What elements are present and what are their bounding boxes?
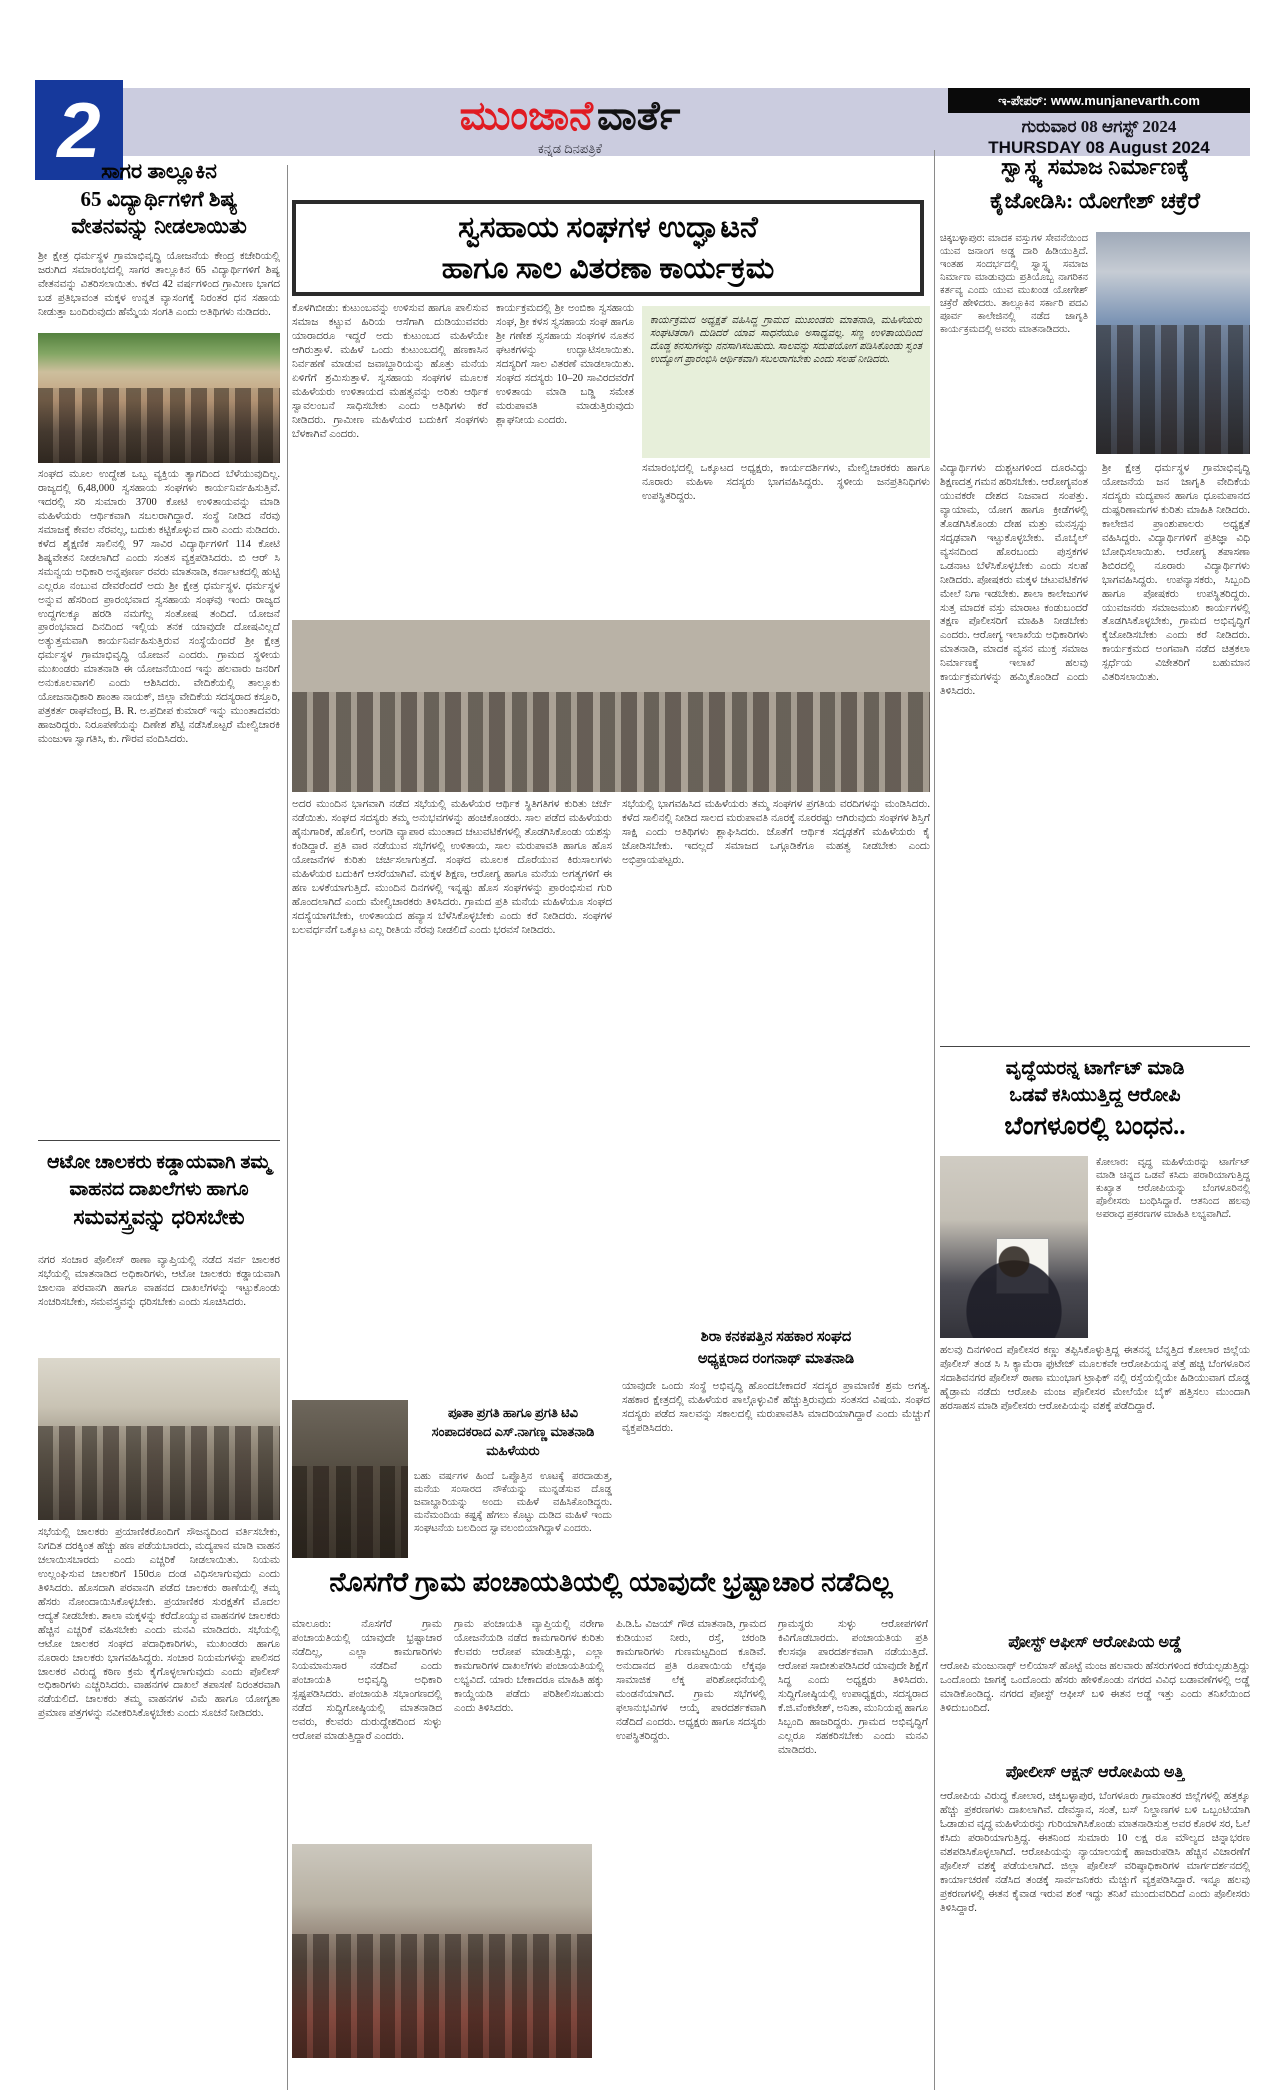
scholarship-distribution-ceremony-photo bbox=[38, 333, 280, 463]
health-headline-line2: ಕೈಜೋಡಿಸಿ: ಯೋಗೇಶ್ ಚಕ್ರೆರೆ bbox=[990, 188, 1200, 214]
shg-body-left2: ಬಹು ವರ್ಷಗಳ ಹಿಂದೆ ಒಪ್ಪೊತ್ತಿನ ಊಟಕ್ಕೆ ಪರದಾಡುತ್ತ, ಮನೆಯ ಸಂಸಾರದ ನೌಕೆಯನ್ನು ಮುನ್ನಡೆಸುವ ದೊಡ್ಡ ಜವಾಬ್ದಾರಿಯನ್ನು ಅಂದು ಮಹಿಳೆ ವಹಿಸಿಕೊಂಡಿದ್ದರು. ಮನೆಮಂದಿಯ ಕಷ್ಟಕ್ಕೆ ಹೆಗಲು ಕೊಟ್ಟು ದುಡಿದ ಮಹಿಳೆ ಇಂದು ಸಂಘಟನೆಯ ಬಲದಿಂದ ಸ್ವಾವಲಂಬಿಯಾಗಿದ್ದಾಳೆ ಎಂದರು. bbox=[414, 1471, 612, 1534]
column-divider-right bbox=[934, 150, 935, 2090]
college-students-crowd-photo bbox=[1096, 232, 1250, 454]
panchayat-col3: ಪಿ.ಡಿ.ಓ ವಿಜಯ್ ಗೌಡ ಮಾತನಾಡಿ, ಗ್ರಾಮದ ಕುಡಿಯುವ ನೀರು, ರಸ್ತೆ, ಚರಂಡಿ ಕಾಮಗಾರಿಗಳು ಗುಣಮಟ್ಟದಿಂದ ಕೂಡಿವೆ. ಅನುದಾನದ ಪ್ರತಿ ರೂಪಾಯಿಯ ಲೆಕ್ಕವೂ ಸಾಮಾಜಿಕ ಲೆಕ್ಕ ಪರಿಶೋಧನೆಯಲ್ಲಿ ಮಂಡನೆಯಾಗಿದೆ. ಗ್ರಾಮ ಸಭೆಗಳಲ್ಲಿ ಫಲಾನುಭವಿಗಳ ಆಯ್ಕೆ ಪಾರದರ್ಶಕವಾಗಿ ನಡೆದಿದೆ ಎಂದರು. ಅಧ್ಯಕ್ಷರು ಹಾಗೂ ಸದಸ್ಯರು ಉಪಸ್ಥಿತರಿದ್ದರು. bbox=[616, 1619, 766, 1742]
health-col1: ವಿದ್ಯಾರ್ಥಿಗಳು ದುಶ್ಚಟಗಳಿಂದ ದೂರವಿದ್ದು ಶಿಕ್ಷಣದತ್ತ ಗಮನ ಹರಿಸಬೇಕು. ಆರೋಗ್ಯವಂತ ಯುವಕರೇ ದೇಶದ ನಿಜವಾದ ಸಂಪತ್ತು. ವ್ಯಾಯಾಮ, ಯೋಗ ಹಾಗೂ ಕ್ರೀಡೆಗಳಲ್ಲಿ ತೊಡಗಿಸಿಕೊಂಡು ದೇಹ ಮತ್ತು ಮನಸ್ಸನ್ನು ಸದೃಢವಾಗಿ ಇಟ್ಟುಕೊಳ್ಳಬೇಕು. ಮೊಬೈಲ್ ವ್ಯಸನದಿಂದ ಹೊರಬಂದು ಪುಸ್ತಕಗಳ ಒಡನಾಟ ಬೆಳೆಸಿಕೊಳ್ಳಬೇಕು ಎಂದು ಸಲಹೆ ನೀಡಿದರು. ಪೋಷಕರು ಮಕ್ಕಳ ಚಟುವಟಿಕೆಗಳ ಮೇಲೆ ನಿಗಾ ಇಡಬೇಕು. ಶಾಲಾ ಕಾಲೇಜುಗಳ ಸುತ್ತ ಮಾದಕ ವಸ್ತು ಮಾರಾಟ ಕಂಡುಬಂದರೆ ತಕ್ಷಣ ಪೊಲೀಸರಿಗೆ ಮಾಹಿತಿ ನೀಡಬೇಕು ಎಂದರು. ಆರೋಗ್ಯ ಇಲಾಖೆಯ ಅಧಿಕಾರಿಗಳು ಮಾತನಾಡಿ, ಮಾದಕ ವ್ಯಸನ ಮುಕ್ತ ಸಮಾಜ ನಿರ್ಮಾಣಕ್ಕೆ ಇಲಾಖೆ ಹಲವು ಕಾರ್ಯಕ್ರಮಗಳನ್ನು ಹಮ್ಮಿಕೊಂಡಿದೆ ಎಂದು ತಿಳಿಸಿದರು. bbox=[940, 463, 1088, 698]
editor-speech-photo bbox=[292, 1400, 408, 1558]
arrest-body1: ಹಲವು ದಿನಗಳಿಂದ ಪೊಲೀಸರ ಕಣ್ಣು ತಪ್ಪಿಸಿಕೊಳ್ಳುತ್ತಿದ್ದ ಈತನನ್ನ ಬೆನ್ನತ್ತಿದ ಕೋಲಾರ ಜಿಲ್ಲೆಯ ಪೊಲೀಸ್ ತಂಡ ಸಿ ಸಿ ಕ್ಯಾಮೆರಾ ಫುಟೇಜ್ ಮೂಲಕವೇ ಆರೋಪಿಯನ್ನ ಪತ್ತೆ ಹಚ್ಚಿ ಬೆಂಗಳೂರಿನ ಸದಾಶಿವನಗರ ಪೊಲೀಸ್ ಠಾಣಾ ಮುಂಭಾಗ ಟ್ರಾಫಿಕ್ ನಲ್ಲಿ ರಸ್ತೆಯಲ್ಲಿಯೇ ಹಿಡಿಯುವಾಗ ದೊಡ್ಡ ಹೈಡ್ರಾಮ ನಡೆದು ಆರೋಪಿ ಮಂಜ ಪೊಲೀಸರ ಮೇಲೆಯೇ ಬೈಕ್ ಹತ್ತಿಸಲು ಮುಂದಾಗಿ ಹರಸಾಹಸ ಮಾಡಿ ಪೊಲೀಸರು ಆರೋಪಿಯನ್ನು ವಶಕ್ಕೆ ಪಡೆದಿದ್ದಾರೆ. bbox=[940, 1345, 1250, 1412]
scholarship-headline bbox=[38, 158, 280, 246]
auto-drivers-headline-line2: ವಾಹನದ ದಾಖಲೆಗಳು ಹಾಗೂ bbox=[69, 1178, 249, 1200]
arrest-headline-line3: ಬೆಂಗಳೂರಲ್ಲಿ ಬಂಧನ.. bbox=[1004, 1113, 1186, 1141]
auto-drivers-headline-line1: ಆಟೋ ಚಾಲಕರು ಕಡ್ಡಾಯವಾಗಿ ತಮ್ಮ bbox=[46, 1152, 272, 1173]
shg-subhead-right-line2: ಅಧ್ಯಕ್ಷರಾದ ರಂಗನಾಥ್ ಮಾತನಾಡಿ bbox=[697, 1351, 855, 1368]
health-lead: ಚಿಕ್ಕಬಳ್ಳಾಪುರ: ಮಾದಕ ವಸ್ತುಗಳ ಸೇವನೆಯಿಂದ ಯುವ ಜನಾಂಗ ಅಡ್ಡ ದಾರಿ ಹಿಡಿಯುತ್ತಿದೆ. ಇಂತಹ ಸಂದರ್ಭದಲ್ಲಿ ಸ್ವಾಸ್ಥ್ಯ ಸಮಾಜ ನಿರ್ಮಾಣ ಮಾಡುವುದು ಪ್ರತಿಯೊಬ್ಬ ನಾಗರಿಕನ ಕರ್ತವ್ಯ ಎಂದು ಯುವ ಮುಖಂಡ ಯೋಗೇಶ್ ಚಕ್ರೆರೆ ಹೇಳಿದರು. ತಾಲ್ಲೂಕಿನ ಸರ್ಕಾರಿ ಪದವಿ ಪೂರ್ವ ಕಾಲೇಜಿನಲ್ಲಿ ನಡೆದ ಜಾಗೃತಿ ಕಾರ್ಯಕ್ರಮದಲ್ಲಿ ಅವರು ಮಾತನಾಡಿದರು. bbox=[940, 233, 1088, 335]
masthead bbox=[360, 92, 780, 162]
masthead-tagline: ಕನ್ನಡ ದಿನಪತ್ರಿಕೆ bbox=[537, 141, 603, 156]
arrest-body3: ಆರೋಪಿಯ ವಿರುದ್ಧ ಕೋಲಾರ, ಚಿಕ್ಕಬಳ್ಳಾಪುರ, ಬೆಂಗಳೂರು ಗ್ರಾಮಾಂತರ ಜಿಲ್ಲೆಗಳಲ್ಲಿ ಹತ್ತಕ್ಕೂ ಹೆಚ್ಚು ಪ್ರಕರಣಗಳು ದಾಖಲಾಗಿವೆ. ದೇವಸ್ಥಾನ, ಸಂತೆ, ಬಸ್ ನಿಲ್ದಾಣಗಳ ಬಳಿ ಒಬ್ಬಂಟಿಯಾಗಿ ಓಡಾಡುವ ವೃದ್ಧ ಮಹಿಳೆಯರನ್ನು ಗುರಿಯಾಗಿಸಿಕೊಂಡು ಮಾತನಾಡಿಸುತ್ತ ಅವರ ಕೊರಳ ಸರ, ಓಲೆ ಕಸಿದು ಪರಾರಿಯಾಗುತ್ತಿದ್ದ. ಈತನಿಂದ ಸುಮಾರು 10 ಲಕ್ಷ ರೂ ಮೌಲ್ಯದ ಚಿನ್ನಾಭರಣ ವಶಪಡಿಸಿಕೊಳ್ಳಲಾಗಿದೆ. ಆರೋಪಿಯನ್ನು ನ್ಯಾಯಾಲಯಕ್ಕೆ ಹಾಜರುಪಡಿಸಿ ಹೆಚ್ಚಿನ ವಿಚಾರಣೆಗೆ ಪೊಲೀಸ್ ವಶಕ್ಕೆ ಪಡೆಯಲಾಗಿದೆ. ಜಿಲ್ಲಾ ಪೊಲೀಸ್ ವರಿಷ್ಠಾಧಿಕಾರಿಗಳ ಮಾರ್ಗದರ್ಶನದಲ್ಲಿ ಕಾರ್ಯಾಚರಣೆ ನಡೆಸಿದ ತಂಡಕ್ಕೆ ಸಾರ್ವಜನಿಕರು ಮೆಚ್ಚುಗೆ ವ್ಯಕ್ತಪಡಿಸಿದ್ದಾರೆ. ಇನ್ನೂ ಹಲವು ಪ್ರಕರಣಗಳಲ್ಲಿ ಈತನ ಕೈವಾಡ ಇರುವ ಶಂಕೆ ಇದ್ದು ತನಿಖೆ ಮುಂದುವರಿದಿದೆ ಎಂದು ಪೊಲೀಸರು ತಿಳಿಸಿದ್ದಾರೆ. bbox=[940, 1791, 1250, 1914]
masthead-word-1: ಮುಂಜಾನೆ bbox=[459, 93, 593, 138]
shg-body-right2: ಯಾವುದೇ ಒಂದು ಸಂಸ್ಥೆ ಅಭಿವೃದ್ಧಿ ಹೊಂದಬೇಕಾದರೆ ಸದಸ್ಯರ ಪ್ರಾಮಾಣಿಕ ಶ್ರಮ ಅಗತ್ಯ. ಸಹಕಾರ ಕ್ಷೇತ್ರದಲ್ಲಿ ಮಹಿಳೆಯರ ಪಾಲ್ಗೊಳ್ಳುವಿಕೆ ಹೆಚ್ಚುತ್ತಿರುವುದು ಸಂತಸದ ವಿಷಯ. ಸಂಘದ ಸದಸ್ಯರು ಪಡೆದ ಸಾಲವನ್ನು ಸಕಾಲದಲ್ಲಿ ಮರುಪಾವತಿಸಿ ಮಾದರಿಯಾಗಿದ್ದಾರೆ ಎಂದು ಮೆಚ್ಚುಗೆ ವ್ಯಕ್ತಪಡಿಸಿದರು. bbox=[622, 1381, 930, 1434]
arrest-subhead1: ಪೋಸ್ಟ್ ಆಫೀಸ್ ಆರೋಪಿಯ ಅಡ್ಡೆ bbox=[1008, 1634, 1182, 1651]
shg-subhead-left-line3: ಮಹಿಳೆಯರು bbox=[486, 1442, 540, 1458]
panchayat-col4: ಗ್ರಾಮಸ್ಥರು ಸುಳ್ಳು ಆರೋಪಗಳಿಗೆ ಕಿವಿಗೊಡಬಾರದು. ಪಂಚಾಯತಿಯ ಪ್ರತಿ ಕೆಲಸವೂ ಪಾರದರ್ಶಕವಾಗಿ ನಡೆಯುತ್ತಿದೆ. ಆರೋಪ ಸಾಬೀತುಪಡಿಸಿದರೆ ಯಾವುದೇ ಶಿಕ್ಷೆಗೆ ಸಿದ್ಧ ಎಂದು ಅಧ್ಯಕ್ಷರು ತಿಳಿಸಿದರು. ಸುದ್ದಿಗೋಷ್ಠಿಯಲ್ಲಿ ಉಪಾಧ್ಯಕ್ಷರು, ಸದಸ್ಯರಾದ ಕೆ.ಜಿ.ವೆಂಕಟೇಶ್, ಅನಿತಾ, ಮುನಿಯಪ್ಪ ಹಾಗೂ ಸಿಬ್ಬಂದಿ ಹಾಜರಿದ್ದರು. ಗ್ರಾಮದ ಅಭಿವೃದ್ಧಿಗೆ ಎಲ್ಲರೂ ಸಹಕರಿಸಬೇಕು ಎಂದು ಮನವಿ ಮಾಡಿದರು. bbox=[778, 1619, 928, 1756]
panchayat-article bbox=[292, 1566, 930, 2090]
left-article-divider bbox=[38, 1140, 280, 1141]
arrest-subhead2: ಪೋಲೀಸ್ ಆಕ್ಷನ್ ಆರೋಪಿಯ ಅತ್ತಿ bbox=[1005, 1764, 1185, 1781]
column-divider-left bbox=[287, 165, 288, 2090]
panchayat-col1: ಮಾಲೂರು: ನೊಸಗೆರೆ ಗ್ರಾಮ ಪಂಚಾಯತಿಯಲ್ಲಿ ಯಾವುದೇ ಭ್ರಷ್ಟಾಚಾರ ನಡೆದಿಲ್ಲ, ಎಲ್ಲಾ ಕಾಮಗಾರಿಗಳು ನಿಯಮಾನುಸಾರ ನಡೆದಿವೆ ಎಂದು ಪಂಚಾಯತಿ ಅಭಿವೃದ್ಧಿ ಅಧಿಕಾರಿ ಸ್ಪಷ್ಟಪಡಿಸಿದರು. ಪಂಚಾಯತಿ ಸಭಾಂಗಣದಲ್ಲಿ ನಡೆದ ಸುದ್ದಿಗೋಷ್ಠಿಯಲ್ಲಿ ಮಾತನಾಡಿದ ಅವರು, ಕೆಲವರು ದುರುದ್ದೇಶದಿಂದ ಸುಳ್ಳು ಆರೋಪ ಮಾಡುತ್ತಿದ್ದಾರೆ ಎಂದರು. bbox=[292, 1619, 442, 1742]
arrest-body2: ಆರೋಪಿ ಮಂಜುನಾಥ್ ಅಲಿಯಾಸ್ ಹೊಟ್ಟೆ ಮಂಜ ಹಲವಾರು ಹೆಸರುಗಳಿಂದ ಕರೆಯಲ್ಪಡುತ್ತಿದ್ದು ಒಂದೊಂದು ಜಾಗಕ್ಕೆ ಒಂದೊಂದು ಹೆಸರು ಹೇಳಿಕೊಂಡು ನಗರದ ವಿವಿಧ ಬಡಾವಣೆಗಳಲ್ಲಿ ಅಡ್ಡೆ ಮಾಡಿಕೊಂಡಿದ್ದ. ನಗರದ ಪೋಸ್ಟ್ ಆಫೀಸ್ ಬಳಿ ಈತನ ಅಡ್ಡೆ ಇತ್ತು ಎಂದು ತನಿಖೆಯಿಂದ ತಿಳಿದುಬಂದಿದೆ. bbox=[940, 1661, 1250, 1714]
auto-drivers-headline-line3: ಸಮವಸ್ತ್ರವನ್ನು ಧರಿಸಬೇಕು bbox=[73, 1205, 245, 1230]
arrest-headline bbox=[940, 1056, 1250, 1150]
shg-headline-box bbox=[292, 200, 924, 296]
shg-highlight-box: ಕಾರ್ಯಕ್ರಮದ ಅಧ್ಯಕ್ಷತೆ ವಹಿಸಿದ್ದ ಗ್ರಾಮದ ಮುಖಂಡರು ಮಾತನಾಡಿ, ಮಹಿಳೆಯರು ಸಂಘಟಿತರಾಗಿ ದುಡಿದರೆ ಯಾವ ಸಾಧನೆಯೂ ಅಸಾಧ್ಯವಲ್ಲ. ಸಣ್ಣ ಉಳಿತಾಯದಿಂದ ದೊಡ್ಡ ಕನಸುಗಳನ್ನು ನನಸಾಗಿಸಬಹುದು. ಸಾಲವನ್ನು ಸದುಪಯೋಗ ಪಡಿಸಿಕೊಂಡು ಸ್ವಂತ ಉದ್ಯೋಗ ಪ್ರಾರಂಭಿಸಿ ಆರ್ಥಿಕವಾಗಿ ಸಬಲರಾಗಬೇಕು ಎಂದು ಸಲಹೆ ನೀಡಿದರು. bbox=[642, 306, 930, 458]
arrested-accused-portrait-photo bbox=[940, 1156, 1088, 1338]
auto-drivers-meeting-photo bbox=[38, 1358, 280, 1520]
arrest-headline-line1: ವೃದ್ಧೆಯರನ್ನ ಟಾರ್ಗೆಟ್ ಮಾಡಿ bbox=[1005, 1058, 1185, 1079]
held-paper bbox=[996, 1238, 1048, 1295]
shg-inauguration-group-photo bbox=[292, 620, 930, 792]
panchayat-headline: ನೊಸಗೆರೆ ಗ್ರಾಮ ಪಂಚಾಯತಿಯಲ್ಲಿ ಯಾವುದೇ ಭ್ರಷ್ಟಾಚಾರ ನಡೆದಿಲ್ಲ bbox=[329, 1567, 893, 1597]
shg-subhead-right bbox=[622, 1326, 930, 1374]
shg-headline-line1: ಸ್ವಸಹಾಯ ಸಂಘಗಳ ಉದ್ಘಾಟನೆ bbox=[458, 211, 758, 244]
arrest-headline-line2: ಒಡವೆ ಕಸಿಯುತ್ತಿದ್ದ ಆರೋಪಿ bbox=[1009, 1084, 1181, 1106]
date-kannada: ಗುರುವಾರ 08 ಆಗಸ್ಟ್ 2024 bbox=[1021, 117, 1177, 136]
right-article-divider bbox=[940, 1046, 1250, 1047]
masthead-word-2: ವಾರ್ತೆ bbox=[597, 93, 681, 138]
shg-body-left: ಅದರ ಮುಂದಿನ ಭಾಗವಾಗಿ ನಡೆದ ಸಭೆಯಲ್ಲಿ ಮಹಿಳೆಯರ ಆರ್ಥಿಕ ಸ್ಥಿತಿಗತಿಗಳ ಕುರಿತು ಚರ್ಚೆ ನಡೆಯಿತು. ಸಂಘದ ಸದಸ್ಯರು ತಮ್ಮ ಅನುಭವಗಳನ್ನು ಹಂಚಿಕೊಂಡರು. ಸಾಲ ಪಡೆದ ಮಹಿಳೆಯರು ಹೈನುಗಾರಿಕೆ, ಹೊಲಿಗೆ, ಅಂಗಡಿ ವ್ಯಾಪಾರ ಮುಂತಾದ ಚಟುವಟಿಕೆಗಳಲ್ಲಿ ತೊಡಗಿಸಿಕೊಂಡು ಯಶಸ್ಸು ಕಂಡಿದ್ದಾರೆ. ಪ್ರತಿ ವಾರ ನಡೆಯುವ ಸಭೆಗಳಲ್ಲಿ ಉಳಿತಾಯ, ಸಾಲ ಮರುಪಾವತಿ ಹಾಗೂ ಹೊಸ ಯೋಜನೆಗಳ ಕುರಿತು ಚರ್ಚಿಸಲಾಗುತ್ತದೆ. ಸಂಘದ ಮೂಲಕ ದೊರೆಯುವ ಕಿರುಸಾಲಗಳು ಮಹಿಳೆಯರ ಬದುಕಿಗೆ ಆಸರೆಯಾಗಿವೆ. ಮಕ್ಕಳ ಶಿಕ್ಷಣ, ಆರೋಗ್ಯ ಹಾಗೂ ಮನೆಯ ಅಗತ್ಯಗಳಿಗೆ ಈ ಹಣ ಬಳಕೆಯಾಗುತ್ತಿದೆ. ಮುಂದಿನ ದಿನಗಳಲ್ಲಿ ಇನ್ನಷ್ಟು ಹೊಸ ಸಂಘಗಳನ್ನು ಪ್ರಾರಂಭಿಸುವ ಗುರಿ ಹೊಂದಲಾಗಿದೆ ಎಂದು ಮೇಲ್ವಿಚಾರಕರು ತಿಳಿಸಿದರು. ಗ್ರಾಮದ ಪ್ರತಿ ಮನೆಯ ಮಹಿಳೆಯೂ ಸಂಘದ ಸದಸ್ಯೆಯಾಗಬೇಕು, ಉಳಿತಾಯದ ಹವ್ಯಾಸ ಬೆಳೆಸಿಕೊಳ್ಳಬೇಕು ಎಂದು ಕರೆ ನೀಡಿದರು. ಸಂಘಗಳ ಬಲವರ್ಧನೆಗೆ ಒಕ್ಕೂಟ ಎಲ್ಲ ರೀತಿಯ ನೆರವು ನೀಡಲಿದೆ ಎಂದು ಭರವಸೆ ನೀಡಿದರು. bbox=[292, 799, 612, 936]
shg-subhead-right-line1: ಶಿರಾ ಕನಕಪತ್ತಿನ ಸಹಕಾರ ಸಂಘದ bbox=[700, 1329, 852, 1345]
auto-drivers-body: ಸಭೆಯಲ್ಲಿ ಚಾಲಕರು ಪ್ರಯಾಣಿಕರೊಂದಿಗೆ ಸೌಜನ್ಯದಿಂದ ವರ್ತಿಸಬೇಕು, ನಿಗದಿತ ದರಕ್ಕಿಂತ ಹೆಚ್ಚು ಹಣ ಪಡೆಯಬಾರದು, ಮದ್ಯಪಾನ ಮಾಡಿ ವಾಹನ ಚಲಾಯಿಸಬಾರದು ಎಂದು ಎಚ್ಚರಿಕೆ ನೀಡಲಾಯಿತು. ನಿಯಮ ಉಲ್ಲಂಘಿಸುವ ಚಾಲಕರಿಗೆ 150ರೂ ದಂಡ ವಿಧಿಸಲಾಗುವುದು ಎಂದು ತಿಳಿಸಿದರು. ಹೊಸದಾಗಿ ಪರವಾನಗಿ ಪಡೆದ ಚಾಲಕರು ಠಾಣೆಯಲ್ಲಿ ತಮ್ಮ ಹೆಸರು ನೋಂದಾಯಿಸಿಕೊಳ್ಳಬೇಕು. ಪ್ರಯಾಣಿಕರ ಸುರಕ್ಷತೆಗೆ ಮೊದಲ ಆದ್ಯತೆ ನೀಡಬೇಕು. ಶಾಲಾ ಮಕ್ಕಳನ್ನು ಕರೆದೊಯ್ಯುವ ವಾಹನಗಳ ಚಾಲಕರು ಹೆಚ್ಚಿನ ಎಚ್ಚರಿಕೆ ವಹಿಸಬೇಕು ಎಂದು ಮನವಿ ಮಾಡಿದರು. ಸಭೆಯಲ್ಲಿ ಆಟೋ ಚಾಲಕರ ಸಂಘದ ಪದಾಧಿಕಾರಿಗಳು, ಮುಖಂಡರು ಹಾಗೂ ನೂರಾರು ಚಾಲಕರು ಭಾಗವಹಿಸಿದ್ದರು. ಸಂಚಾರ ನಿಯಮಗಳನ್ನು ಪಾಲಿಸದ ಚಾಲಕರ ವಿರುದ್ಧ ಕಠಿಣ ಕ್ರಮ ಕೈಗೊಳ್ಳಲಾಗುವುದು ಎಂದು ಪೊಲೀಸ್ ಅಧಿಕಾರಿಗಳು ಎಚ್ಚರಿಸಿದರು. ವಾಹನಗಳ ದಾಖಲೆ ತಪಾಸಣೆ ನಿರಂತರವಾಗಿ ನಡೆಯಲಿದೆ. ಚಾಲಕರು ತಮ್ಮ ವಾಹನಗಳ ವಿಮೆ ಹಾಗೂ ಯೋಗ್ಯತಾ ಪ್ರಮಾಣ ಪತ್ರಗಳನ್ನು ನವೀಕರಿಸಿಕೊಳ್ಳಬೇಕು ಎಂದು ಸೂಚನೆ ನೀಡಿದರು. bbox=[38, 1527, 280, 1720]
shg-col3: ಸಮಾರಂಭದಲ್ಲಿ ಒಕ್ಕೂಟದ ಅಧ್ಯಕ್ಷರು, ಕಾರ್ಯದರ್ಶಿಗಳು, ಮೇಲ್ವಿಚಾರಕರು ಹಾಗೂ ನೂರಾರು ಮಹಿಳಾ ಸದಸ್ಯರು ಭಾಗವಹಿಸಿದ್ದರು. ಸ್ಥಳೀಯ ಜನಪ್ರತಿನಿಧಿಗಳು ಉಪಸ್ಥಿತರಿದ್ದರು. bbox=[642, 463, 930, 502]
scholarship-body: ಸಂಘದ ಮೂಲ ಉದ್ದೇಶ ಒಬ್ಬ ವ್ಯಕ್ತಿಯ ತ್ಯಾಗದಿಂದ ಬೆಳೆಯುವುದಿಲ್ಲ. ರಾಜ್ಯದಲ್ಲಿ 6,48,000 ಸ್ವಸಹಾಯ ಸಂಘಗಳು ಕಾರ್ಯನಿರ್ವಹಿಸುತ್ತಿವೆ. ಇದರಲ್ಲಿ ಸರಿ ಸುಮಾರು 3700 ಕೋಟಿ ಉಳಿತಾಯವನ್ನು ಮಾಡಿ ಮಹಿಳೆಯರು ಆರ್ಥಿಕವಾಗಿ ಸಬಲರಾಗಿದ್ದಾರೆ. ಸಂಸ್ಥೆ ನೀಡಿದ ನೆರವು ಸಮಾಜಕ್ಕೆ ಕೇವಲ ನೆರವಲ್ಲ, ಬದುಕು ಕಟ್ಟಿಕೊಳ್ಳುವ ದಾರಿ ಎಂದು ನುಡಿದರು. ಕಳೆದ ಶೈಕ್ಷಣಿಕ ಸಾಲಿನಲ್ಲಿ 97 ಸಾವಿರ ವಿದ್ಯಾರ್ಥಿಗಳಿಗೆ 114 ಕೋಟಿ ಶಿಷ್ಯವೇತನ ನೀಡಲಾಗಿದೆ ಎಂದು ಸಂತಸ ವ್ಯಕ್ತಪಡಿಸಿದರು. ಬಿ ಆರ್ ಸಿ ಸಮನ್ವಯ ಅಧಿಕಾರಿ ಅನ್ನಪೂರ್ಣ ರವರು ಮಾತನಾಡಿ, ಕರ್ನಾಟಕದಲ್ಲಿ ಹುಟ್ಟಿ ಎಲ್ಲರೂ ನಂಬುವ ದೇವರೆಂದರೆ ಅದು ಶ್ರೀ ಕ್ಷೇತ್ರ ಧರ್ಮಸ್ಥಳ. ಧರ್ಮಸ್ಥಳ ಅನ್ನುವ ಹೆಸರಿಂದ ಪ್ರಾರಂಭವಾದ ಸ್ವಸಹಾಯ ಸಂಘವು ಇಂದು ರಾಜ್ಯದ ಉದ್ದಗಲಕ್ಕೂ ಹರಡಿ ನಮಗೆಲ್ಲ ಸಂತೋಷ ತಂದಿದೆ. ಯೋಜನೆ ಪ್ರಾರಂಭವಾದ ದಿನದಿಂದ ಇಲ್ಲಿಯ ತನಕ ಯಾವುದೇ ದೋಷವಿಲ್ಲದೆ ಅತ್ಯುತ್ತಮವಾಗಿ ಕಾರ್ಯನಿರ್ವಹಿಸುತ್ತಿರುವ ಸಂಸ್ಥೆಯೆಂದರೆ ಶ್ರೀ ಕ್ಷೇತ್ರ ಧರ್ಮಸ್ಥಳ ಗ್ರಾಮಾಭಿವೃದ್ಧಿ ಯೋಜನೆ ಎಂದರು. ಗ್ರಾಮದ ಸ್ಥಳೀಯ ಮುಖಂಡರು ಮಾತನಾಡಿ ಈ ಯೋಜನೆಯಿಂದ ಇನ್ನು ಹಲವಾರು ಜನರಿಗೆ ಅನುಕೂಲವಾಗಲಿ ಎಂದು ಆಶಿಸಿದರು. ವೇದಿಕೆಯಲ್ಲಿ ತಾಲ್ಲೂಕು ಯೋಜನಾಧಿಕಾರಿ ಶಾಂತಾ ನಾಯಕ್, ಜಿಲ್ಲಾ ವೇದಿಕೆಯ ಸದಸ್ಯರಾದ ಕಸ್ತೂರಿ, ಪತ್ರಕರ್ತ ರಾಘವೇಂದ್ರ, B. R. ಅ.ಪ್ರದೀಪ ಕುಮಾರ್ ಇನ್ನು ಮುಂತಾದವರು ಹಾಜರಿದ್ದರು. ನಿರೂಪಣೆಯನ್ನು ದಿಣೇಶ ಶೆಟ್ಟಿ ನಡೆಸಿಕೊಟ್ಟರೆ ಮೇಲ್ವಿಚಾರಕಿ ಮಂಜುಳಾ ಸ್ವಾಗತಿಸಿ, ಕು. ಗೌರವ ವಂದಿಸಿದರು. bbox=[38, 469, 280, 746]
arrest-side-text: ಕೋಲಾರ: ವೃದ್ಧ ಮಹಿಳೆಯರನ್ನು ಟಾರ್ಗೆಟ್ ಮಾಡಿ ಚಿನ್ನದ ಒಡವೆ ಕಸಿದು ಪರಾರಿಯಾಗುತ್ತಿದ್ದ ಕುಖ್ಯಾತ ಆರೋಪಿಯನ್ನು ಬೆಂಗಳೂರಿನಲ್ಲಿ ಪೊಲೀಸರು ಬಂಧಿಸಿದ್ದಾರೆ. ಆತನಿಂದ ಹಲವು ಅಪರಾಧ ಪ್ರಕರಣಗಳ ಮಾಹಿತಿ ಲಭ್ಯವಾಗಿದೆ. bbox=[1096, 1157, 1250, 1220]
shg-col2: ಕಾರ್ಯಕ್ರಮದಲ್ಲಿ ಶ್ರೀ ಅಂಬಿಕಾ ಸ್ವಸಹಾಯ ಸಂಘ, ಶ್ರೀ ಕಳಸ ಸ್ವಸಹಾಯ ಸಂಘ ಹಾಗೂ ಶ್ರೀ ಗಣೇಶ ಸ್ವಸಹಾಯ ಸಂಘಗಳ ನೂತನ ಘಟಕಗಳನ್ನು ಉದ್ಘಾಟಿಸಲಾಯಿತು. ಸದಸ್ಯರಿಗೆ ಸಾಲ ವಿತರಣೆ ಮಾಡಲಾಯಿತು. ಸಂಘದ ಸದಸ್ಯರು 10–20 ಸಾವಿರದವರೆಗೆ ಉಳಿತಾಯ ಮಾಡಿ ಬಡ್ಡಿ ಸಮೇತ ಮರುಪಾವತಿ ಮಾಡುತ್ತಿರುವುದು ಶ್ಲಾಘನೀಯ ಎಂದರು. bbox=[496, 303, 634, 426]
epaper-url: ಇ-ಪೇಪರ್: www.munjanevarth.com bbox=[998, 92, 1200, 108]
page-number: 2 bbox=[57, 86, 101, 174]
shg-body-right: ಸಭೆಯಲ್ಲಿ ಭಾಗವಹಿಸಿದ ಮಹಿಳೆಯರು ತಮ್ಮ ಸಂಘಗಳ ಪ್ರಗತಿಯ ವರದಿಗಳನ್ನು ಮಂಡಿಸಿದರು. ಕಳೆದ ಸಾಲಿನಲ್ಲಿ ನೀಡಿದ ಸಾಲದ ಮರುಪಾವತಿ ನೂರಕ್ಕೆ ನೂರರಷ್ಟು ಆಗಿರುವುದು ಸಂಘಗಳ ಶಿಸ್ತಿಗೆ ಸಾಕ್ಷಿ ಎಂದು ಅತಿಥಿಗಳು ಶ್ಲಾಘಿಸಿದರು. ಜೊತೆಗೆ ಆರ್ಥಿಕ ಸದೃಢತೆಗೆ ಮಹಿಳೆಯರು ಕೈ ಜೋಡಿಸಬೇಕು. ಇದಲ್ಲದೆ ಸಮಾಜದ ಒಗ್ಗೂಡಿಕೆಗೂ ಮಹತ್ವ ನೀಡಬೇಕು ಎಂದು ಅಭಿಪ್ರಾಯಪಟ್ಟರು. bbox=[622, 799, 930, 866]
shg-col1: ಕೊಳಗಿಬೀಡು: ಕುಟುಂಬವನ್ನು ಉಳಿಸುವ ಹಾಗೂ ಪಾಲಿಸುವ ಸಮಾಜ ಕಟ್ಟುವ ಹಿರಿಯ ಆಸೆಗಾಗಿ ದುಡಿಯುವವರು ಯಾರಾದರೂ ಇದ್ದರೆ ಅದು ಕುಟುಂಬದ ಮಹಿಳೆಯೇ ಆಗಿರುತ್ತಾಳೆ. ಮಹಿಳೆ ಒಂದು ಕುಟುಂಬದಲ್ಲಿ ಹಣಕಾಸಿನ ನಿರ್ವಹಣೆ ಮಾಡುವ ಜವಾಬ್ದಾರಿಯನ್ನು ಹೊತ್ತು ಮನೆಯ ಏಳಿಗೆಗೆ ಶ್ರಮಿಸುತ್ತಾಳೆ. ಸ್ವಸಹಾಯ ಸಂಘಗಳ ಮೂಲಕ ಮಹಿಳೆಯರು ಉಳಿತಾಯದ ಮಹತ್ವವನ್ನು ಅರಿತು ಆರ್ಥಿಕ ಸ್ವಾವಲಂಬನೆ ಸಾಧಿಸಬೇಕು ಎಂದು ಅತಿಥಿಗಳು ಕರೆ ನೀಡಿದರು. ಗ್ರಾಮೀಣ ಮಹಿಳೆಯರ ಬದುಕಿಗೆ ಸಂಘಗಳು ಬೆಳಕಾಗಿವೆ ಎಂದರು. bbox=[292, 303, 488, 440]
shg-subhead-left-line2: ಸಂಪಾದಕರಾದ ಎಸ್.ನಾಗಣ್ಣ ಮಾತನಾಡಿ bbox=[431, 1423, 595, 1439]
panchayat-press-meet-photo bbox=[292, 1844, 592, 2058]
health-headline-line1: ಸ್ವಾಸ್ಥ್ಯ ಸಮಾಜ ನಿರ್ಮಾಣಕ್ಕೆ bbox=[1000, 154, 1190, 179]
shg-headline-line2: ಹಾಗೂ ಸಾಲ ವಿತರಣಾ ಕಾರ್ಯಕ್ರಮ bbox=[441, 251, 775, 285]
shg-subhead-left bbox=[414, 1404, 612, 1466]
health-col2: ಶ್ರೀ ಕ್ಷೇತ್ರ ಧರ್ಮಸ್ಥಳ ಗ್ರಾಮಾಭಿವೃದ್ಧಿ ಯೋಜನೆಯ ಜನ ಜಾಗೃತಿ ವೇದಿಕೆಯ ಸದಸ್ಯರು ಮದ್ಯಪಾನ ಹಾಗೂ ಧೂಮಪಾನದ ದುಷ್ಪರಿಣಾಮಗಳ ಕುರಿತು ಮಾಹಿತಿ ನೀಡಿದರು. ಕಾಲೇಜಿನ ಪ್ರಾಂಶುಪಾಲರು ಅಧ್ಯಕ್ಷತೆ ವಹಿಸಿದ್ದರು. ವಿದ್ಯಾರ್ಥಿಗಳಿಗೆ ಪ್ರತಿಜ್ಞಾ ವಿಧಿ ಬೋಧಿಸಲಾಯಿತು. ಆರೋಗ್ಯ ತಪಾಸಣಾ ಶಿಬಿರದಲ್ಲಿ ನೂರಾರು ವಿದ್ಯಾರ್ಥಿಗಳು ಭಾಗವಹಿಸಿದ್ದರು. ಉಪನ್ಯಾಸಕರು, ಸಿಬ್ಬಂದಿ ಹಾಗೂ ಪೋಷಕರು ಉಪಸ್ಥಿತರಿದ್ದರು. ಯುವಜನರು ಸಮಾಜಮುಖಿ ಕಾರ್ಯಗಳಲ್ಲಿ ತೊಡಗಿಸಿಕೊಳ್ಳಬೇಕು, ಗ್ರಾಮದ ಅಭಿವೃದ್ಧಿಗೆ ಕೈಜೋಡಿಸಬೇಕು ಎಂದು ಕರೆ ನೀಡಿದರು. ಕಾರ್ಯಕ್ರಮದ ಅಂಗವಾಗಿ ನಡೆದ ಚಿತ್ರಕಲಾ ಸ್ಪರ್ಧೆಯ ವಿಜೇತರಿಗೆ ಬಹುಮಾನ ವಿತರಿಸಲಾಯಿತು. bbox=[1102, 463, 1250, 684]
shg-subhead-left-line1: ಪೂತಾ ಪ್ರಗತಿ ಹಾಗೂ ಪ್ರಗತಿ ಟಿವಿ bbox=[448, 1405, 578, 1420]
scholarship-headline-line1: ಸಾಗರ ತಾಲ್ಲೂಕಿನ bbox=[101, 159, 217, 183]
panchayat-col2: ಗ್ರಾಮ ಪಂಚಾಯತಿ ವ್ಯಾಪ್ತಿಯಲ್ಲಿ ನರೇಗಾ ಯೋಜನೆಯಡಿ ನಡೆದ ಕಾಮಗಾರಿಗಳ ಕುರಿತು ಕೆಲವರು ಆರೋಪ ಮಾಡುತ್ತಿದ್ದು, ಎಲ್ಲಾ ಕಾಮಗಾರಿಗಳ ದಾಖಲೆಗಳು ಪಂಚಾಯತಿಯಲ್ಲಿ ಲಭ್ಯವಿದೆ. ಯಾರು ಬೇಕಾದರೂ ಮಾಹಿತಿ ಹಕ್ಕು ಕಾಯ್ದೆಯಡಿ ಪಡೆದು ಪರಿಶೀಲಿಸಬಹುದು ಎಂದು ತಿಳಿಸಿದರು. bbox=[454, 1619, 604, 1714]
auto-drivers-lead: ನಗರ ಸಂಚಾರ ಪೊಲೀಸ್ ಠಾಣಾ ವ್ಯಾಪ್ತಿಯಲ್ಲಿ ನಡೆದ ಸರ್ವ ಚಾಲಕರ ಸಭೆಯಲ್ಲಿ ಮಾತನಾಡಿದ ಅಧಿಕಾರಿಗಳು, ಆಟೋ ಚಾಲಕರು ಕಡ್ಡಾಯವಾಗಿ ಚಾಲನಾ ಪರವಾನಗಿ ಹಾಗೂ ವಾಹನದ ದಾಖಲೆಗಳನ್ನು ಇಟ್ಟುಕೊಂಡು ಸಂಚರಿಸಬೇಕು, ಸಮವಸ್ತ್ರವನ್ನು ಧರಿಸಬೇಕು ಎಂದು ಸೂಚಿಸಿದರು. bbox=[38, 1255, 280, 1308]
epaper-bar bbox=[948, 88, 1250, 113]
date-english: THURSDAY 08 August 2024 bbox=[988, 138, 1210, 157]
scholarship-headline-line2: 65 ವಿದ್ಯಾರ್ಥಿಗಳಿಗೆ ಶಿಷ್ಯ bbox=[80, 186, 238, 211]
scholarship-headline-line3: ವೇತನವನ್ನು ನೀಡಲಾಯಿತು bbox=[71, 214, 247, 239]
scholarship-lead: ಶ್ರೀ ಕ್ಷೇತ್ರ ಧರ್ಮಸ್ಥಳ ಗ್ರಾಮಾಭಿವೃದ್ಧಿ ಯೋಜನೆಯ ಕೇಂದ್ರ ಕಚೇರಿಯಲ್ಲಿ ಜರುಗಿದ ಸಮಾರಂಭದಲ್ಲಿ ಸಾಗರ ತಾಲ್ಲೂಕಿನ 65 ವಿದ್ಯಾರ್ಥಿಗಳಿಗೆ ಶಿಷ್ಯ ವೇತನವನ್ನು ವಿತರಿಸಲಾಯಿತು. ಕಳೆದ 42 ವರ್ಷಗಳಿಂದ ಗ್ರಾಮೀಣ ಭಾಗದ ಬಡ ಪ್ರತಿಭಾವಂತ ಮಕ್ಕಳ ಉನ್ನತ ವ್ಯಾಸಂಗಕ್ಕೆ ನಿರಂತರ ಧನ ಸಹಾಯ ನೀಡುತ್ತಾ ಬಂದಿರುವುದು ಹೆಮ್ಮೆಯ ಸಂಗತಿ ಎಂದು ಅತಿಥಿಗಳು ನುಡಿದರು. bbox=[38, 251, 280, 318]
auto-drivers-headline bbox=[38, 1150, 280, 1246]
health-headline bbox=[940, 150, 1250, 226]
